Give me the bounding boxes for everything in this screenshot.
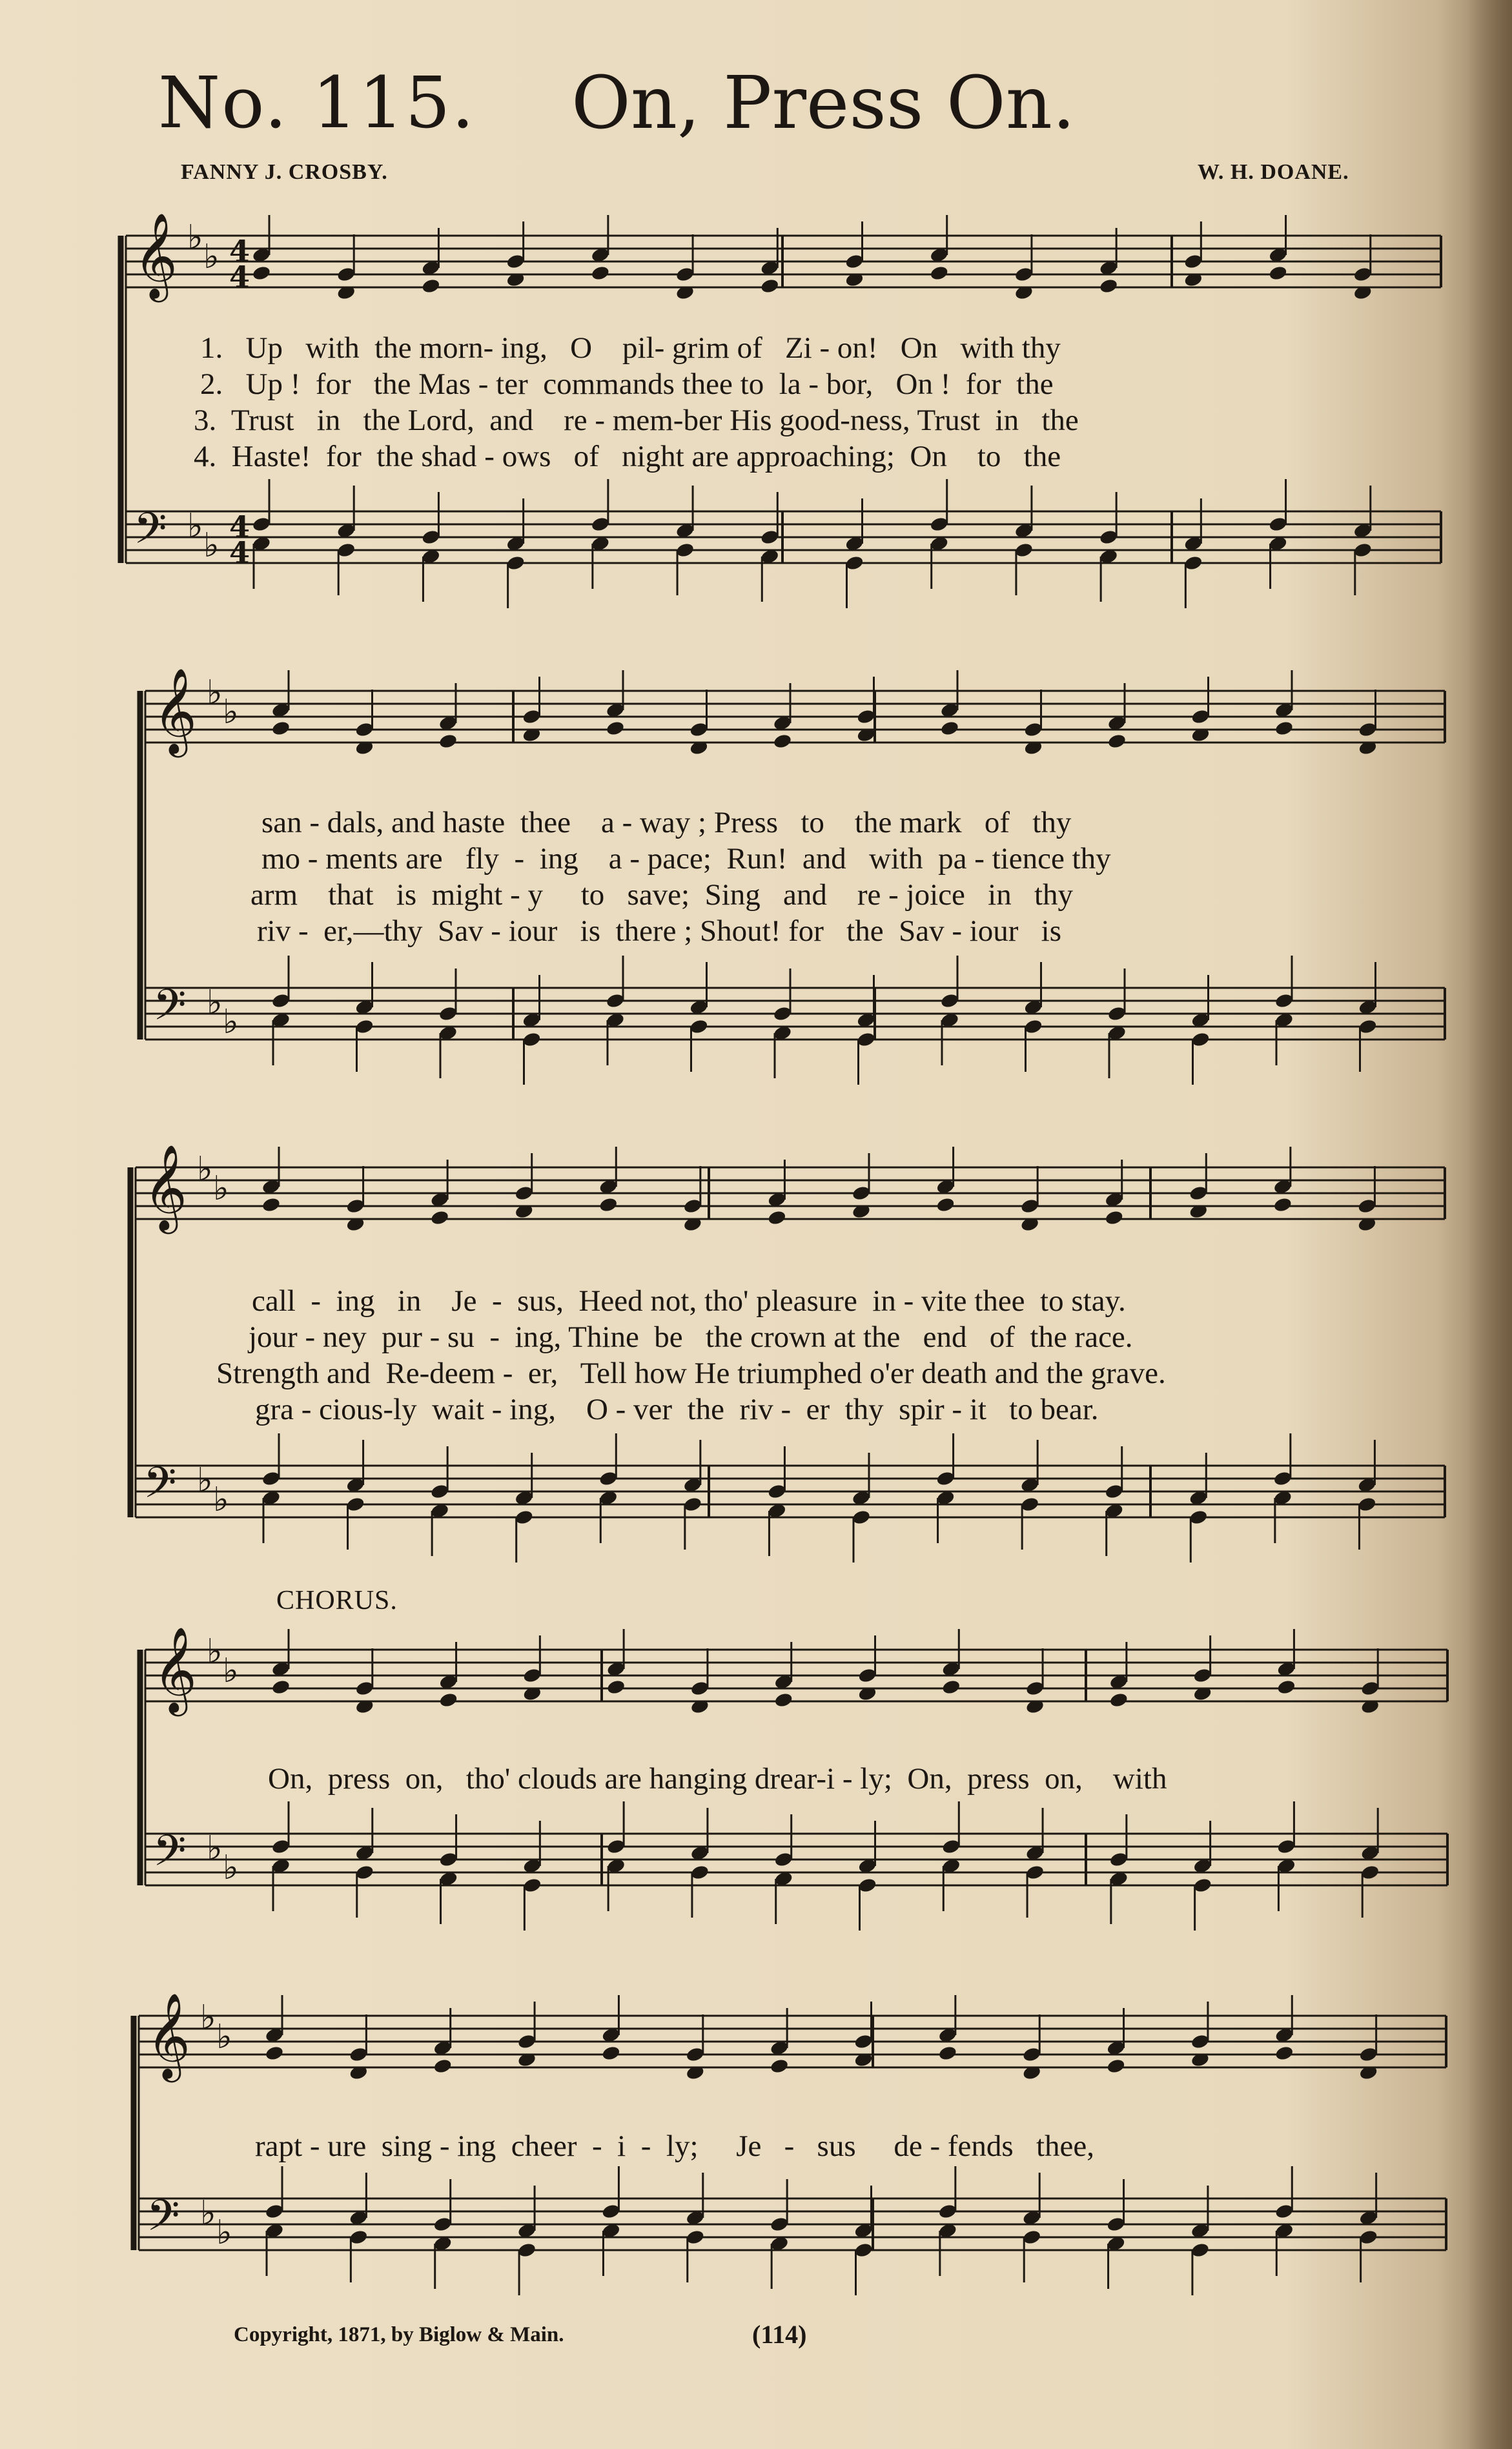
flat-icon: ♭	[203, 238, 220, 276]
notehead	[767, 1209, 787, 1226]
notehead	[929, 265, 949, 282]
bass-clef-icon: 𝄢	[134, 504, 167, 564]
notehead	[1268, 265, 1288, 282]
notehead	[938, 2045, 958, 2062]
time-signature: 4	[229, 535, 250, 570]
flat-icon: ♭	[203, 526, 220, 565]
lyric-line: 1. Up with the morn- ing, O pil- grim of Zi - on! On with thy	[200, 331, 1061, 365]
flat-icon: ♭	[213, 1169, 229, 1208]
notehead	[1274, 2045, 1294, 2062]
lyricist-credit: FANNY J. CROSBY.	[181, 160, 388, 184]
flat-icon: ♭	[216, 2018, 232, 2056]
notehead	[1274, 720, 1294, 737]
flat-icon: ♭	[223, 1849, 239, 1887]
hymn-number: No. 115.	[158, 61, 476, 144]
flat-icon: ♭	[213, 1481, 229, 1519]
notehead	[773, 1692, 793, 1708]
flat-icon: ♭	[216, 2213, 232, 2252]
lyric-line: arm that is might - y to save; Sing and re - joice in thy	[250, 878, 1074, 912]
notehead	[760, 278, 780, 294]
notehead	[591, 265, 611, 282]
bass-clef-icon: 𝄢	[147, 2191, 180, 2251]
flat-icon: ♭	[207, 1632, 223, 1671]
flat-icon: ♭	[187, 507, 203, 546]
treble-clef-icon: 𝄞	[147, 1993, 190, 2079]
notehead	[438, 733, 458, 750]
notehead	[438, 1692, 458, 1708]
notehead	[433, 2058, 453, 2075]
flat-icon: ♭	[207, 983, 223, 1022]
flat-icon: ♭	[200, 2194, 216, 2233]
treble-clef-icon: 𝄞	[143, 1144, 187, 1231]
notehead	[421, 278, 441, 294]
flat-icon: ♭	[187, 218, 203, 257]
lyric-line: On, press on, tho' clouds are hanging drear-i - ly; On, press on, with	[268, 1762, 1167, 1796]
notehead	[1276, 1679, 1296, 1696]
lyric-line: Strength and Re-deem - er, Tell how He triumphed o'er death and the grave.	[216, 1357, 1166, 1390]
notehead	[1104, 1209, 1124, 1226]
time-signature: 4	[229, 260, 250, 294]
notehead	[601, 2045, 621, 2062]
notehead	[935, 1196, 955, 1213]
lyric-line: rapt - ure sing - ing cheer - i - ly; Je - sus de - fends thee,	[255, 2129, 1094, 2163]
time-signature: 4	[229, 509, 250, 544]
copyright-notice: Copyright, 1871, by Biglow & Main.	[234, 2323, 564, 2346]
notehead	[430, 1209, 450, 1226]
notehead	[1107, 733, 1127, 750]
lyric-line: 2. Up ! for the Mas - ter commands thee to la - bor, On ! for the	[200, 367, 1054, 401]
flat-icon: ♭	[197, 1461, 213, 1500]
notehead	[606, 1679, 626, 1696]
flat-icon: ♭	[207, 673, 223, 712]
bass-clef-icon: 𝄢	[153, 1826, 187, 1886]
lyric-line: 3. Trust in the Lord, and re - mem-ber His good-ness, Trust in the	[194, 404, 1079, 437]
notehead	[1106, 2058, 1126, 2075]
notehead	[598, 1196, 618, 1213]
notehead	[1099, 278, 1119, 294]
flat-icon: ♭	[207, 1829, 223, 1868]
notehead	[606, 720, 626, 737]
lyric-line: gra - cious-ly wait - ing, O - ver the riv - er thy spir - it to bear.	[255, 1393, 1099, 1426]
chorus-label: CHORUS.	[276, 1586, 398, 1615]
flat-icon: ♭	[197, 1150, 213, 1189]
lyric-line: jour - ney pur - su - ing, Thine be the crown at the end of the race.	[249, 1320, 1133, 1354]
lyric-line: 4. Haste! for the shad - ows of night are approaching; On to the	[194, 440, 1061, 473]
notehead	[271, 720, 291, 737]
notehead	[1273, 1196, 1293, 1213]
notehead	[770, 2058, 790, 2075]
flat-icon: ♭	[223, 1003, 239, 1041]
time-signature: 4	[229, 234, 250, 269]
hymn-title: On, Press On.	[571, 61, 1076, 145]
notehead	[261, 1196, 281, 1213]
lyric-line: san - dals, and haste thee a - way ; Press to the mark of thy	[261, 806, 1072, 839]
notehead	[265, 2045, 285, 2062]
bass-clef-icon: 𝄢	[143, 1458, 177, 1518]
notehead	[941, 1679, 961, 1696]
treble-clef-icon: 𝄞	[153, 1626, 197, 1713]
notehead	[1109, 1692, 1129, 1708]
bass-clef-icon: 𝄢	[153, 980, 187, 1040]
lyric-line: call - ing in Je - sus, Heed not, tho' pleasure in - vite thee to stay.	[252, 1284, 1126, 1318]
notehead	[252, 265, 272, 282]
page-number: (114)	[752, 2320, 807, 2349]
treble-clef-icon: 𝄞	[134, 212, 178, 299]
flat-icon: ♭	[223, 693, 239, 732]
notehead	[271, 1679, 291, 1696]
treble-clef-icon: 𝄞	[153, 668, 197, 754]
lyric-line: mo - ments are fly - ing a - pace; Run! and with pa - tience thy	[261, 842, 1111, 876]
flat-icon: ♭	[200, 1998, 216, 2037]
lyric-line: riv - er,—thy Sav - iour is there ; Shout! for the Sav - iour is	[257, 914, 1062, 948]
notehead	[773, 733, 793, 750]
composer-credit: W. H. DOANE.	[1198, 160, 1349, 184]
flat-icon: ♭	[223, 1652, 239, 1690]
notehead	[940, 720, 960, 737]
